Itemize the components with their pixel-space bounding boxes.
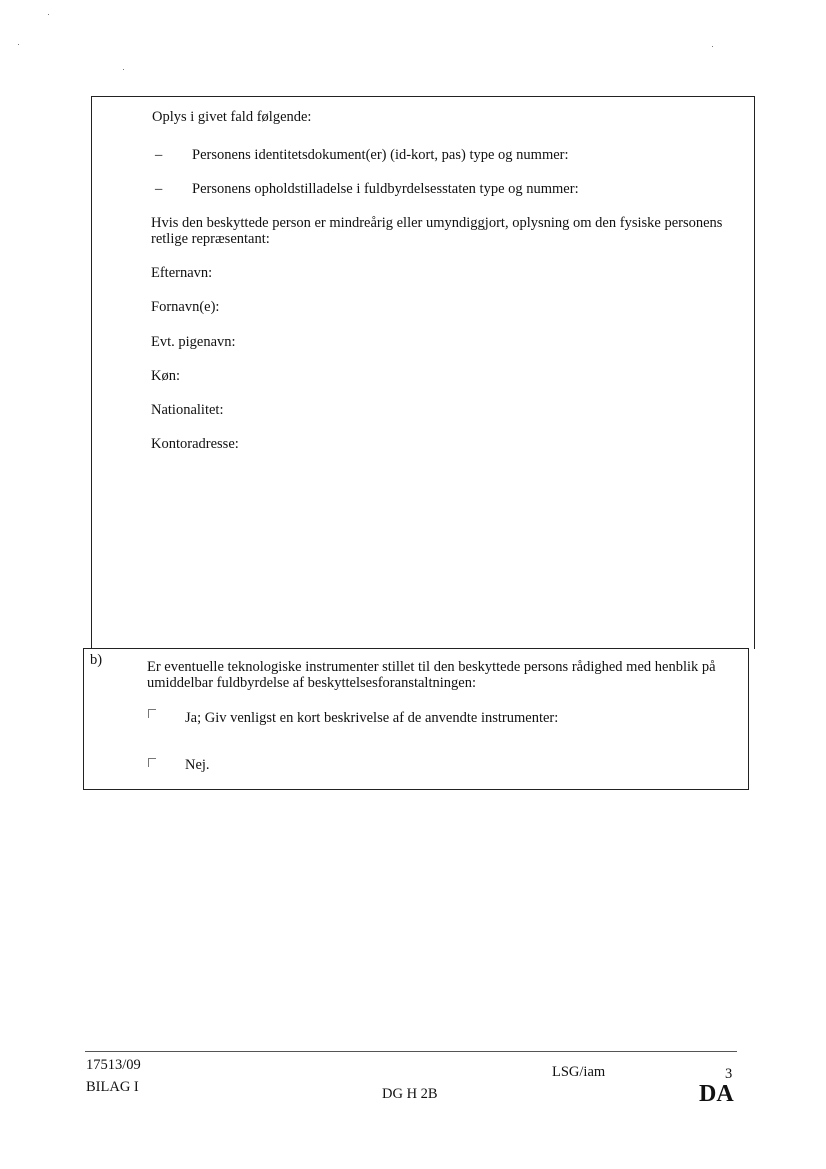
footer-rule: [85, 1051, 737, 1052]
initials: LSG/iam: [552, 1064, 606, 1080]
doc-number: 17513/09: [86, 1057, 141, 1073]
annex-label: BILAG I: [86, 1079, 139, 1095]
dg-label: DG H 2B: [382, 1086, 438, 1102]
section-a-box: [91, 96, 755, 649]
scan-speck: [18, 44, 19, 45]
scan-speck: [712, 46, 713, 47]
language-code: DA: [699, 1081, 734, 1107]
section-a-intro: Oplys i givet fald følgende:: [152, 109, 312, 125]
field-office-address: Kontoradresse:: [151, 436, 239, 452]
bullet-dash: –: [155, 181, 163, 197]
no-checkbox[interactable]: [148, 758, 156, 767]
field-sex: Køn:: [151, 368, 180, 384]
field-first-names: Fornavn(e):: [151, 299, 220, 315]
minor-representative-note: Hvis den beskyttede person er mindreårig eller umyndiggjort, oplysning om den fysiske personens retlige repræsentant:: [151, 215, 723, 247]
option-no-label: Nej.: [185, 757, 210, 773]
bullet-dash: –: [155, 147, 163, 163]
yes-checkbox[interactable]: [148, 709, 156, 718]
field-maiden-name: Evt. pigenavn:: [151, 334, 236, 350]
option-yes-label: Ja; Giv venligst en kort beskrivelse af de anvendte instrumenter:: [185, 710, 559, 726]
page-number: 3: [725, 1066, 733, 1082]
field-nationality: Nationalitet:: [151, 402, 224, 418]
scan-speck: [48, 14, 49, 15]
field-surname: Efternavn:: [151, 265, 213, 281]
section-b-question: Er eventuelle teknologiske instrumenter stillet til den beskyttede persons rådighed med henblik på umiddelbar fuldbyrdelse af beskyttelsesforanstaltningen:: [147, 659, 716, 691]
section-b-label: b): [90, 652, 103, 668]
id-document-label: Personens identitetsdokument(er) (id-kort, pas) type og nummer:: [192, 147, 569, 163]
residence-permit-label: Personens opholdstilladelse i fuldbyrdelsesstaten type og nummer:: [192, 181, 579, 197]
scan-speck: [123, 69, 124, 70]
